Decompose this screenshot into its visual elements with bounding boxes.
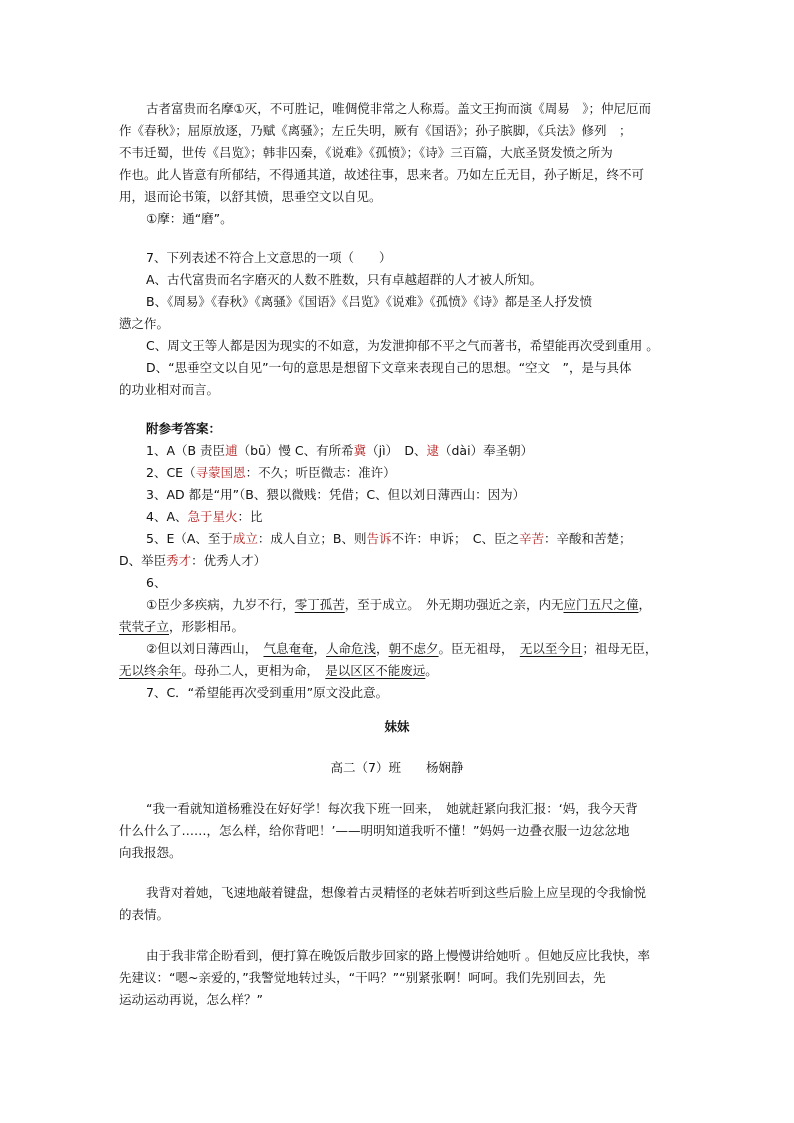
answer-5-text: ：辛酸和苦楚； <box>544 531 632 546</box>
answer-6-underlined-phrase: 朝不虑夕 <box>388 641 439 656</box>
answer-6-item-2-cont <box>119 660 679 682</box>
answer-5-text: 5、E（A、至于 <box>146 531 233 546</box>
essay-paragraph-3-line: 先建议：“嗯~亲爱的，”我警觉地转过头，“干吗？”“别紧张啊！呵呵。我们先别回去，先 <box>119 970 606 985</box>
answer-5-keyword: 秀才 <box>166 553 192 568</box>
answer-5-keyword: 辛苦 <box>519 531 545 546</box>
essay-paragraph-3-line: 运动运动再说，怎么样？” <box>119 992 263 1007</box>
answer-4-keyword: 急于星火 <box>187 509 238 524</box>
answer-5-text: ：成人自立；B、则 <box>257 531 367 546</box>
essay-byline: 高二（7）班 杨娴静 <box>330 760 464 775</box>
answer-6: 6、 <box>146 575 167 590</box>
option-b-cont: 懑之作。 <box>119 316 170 331</box>
essay-paragraph-2: 我背对着她，飞速地敲着键盘，想像着古灵精怪的老妹若听到这些后脸上应呈现的令我愉悦 <box>146 885 647 900</box>
answer-5 <box>146 528 706 550</box>
answer-6-underlined-phrase: 无以至今日 <box>519 641 583 656</box>
essay-title: 妹妹 <box>384 719 410 734</box>
answer-6-text: ， <box>376 641 389 656</box>
answer-6-text: ，形影相吊。 <box>169 619 245 634</box>
answer-6-underlined-phrase: 应门五尺之僮 <box>563 597 639 612</box>
option-b: B、《周易》《春秋》《离骚》《国语》《吕览》《说难》《孤愤》《诗》都是圣人抒发愤 <box>146 294 593 309</box>
answer-6-underlined-phrase: 零丁孤苦 <box>294 597 345 612</box>
answer-2-text: ：不久；听臣微志：准许） <box>245 465 396 480</box>
answer-6-item-2 <box>146 638 706 660</box>
passage-line-2: 作《春秋》；屈原放逐，乃赋《离骚》；左丘失明，厥有《国语》；孙子膑脚，《兵法》修列 ； <box>119 123 632 138</box>
essay-paragraph-1-line: 什么什么了……，怎么样，给你背吧！’——明明知道我听不懂！”妈妈一边叠衣服一边忿忿地 <box>119 823 630 838</box>
option-a: A、古代富贵而名字磨灭的人数不胜数，只有卓越超群的人才被人所知。 <box>146 272 543 287</box>
answer-6-text: ；祖母无臣， <box>582 641 658 656</box>
answer-6-text: 。 <box>425 663 438 678</box>
option-d: D、“思垂空文以自见”一句的意思是想留下文章来表现自己的思想。“空文 ”，是与具体 <box>146 360 632 375</box>
answer-2-keyword: 寻蒙国恩 <box>195 465 246 480</box>
answer-6-text: 。母孙二人，更相为命， <box>181 663 326 678</box>
answer-6-text: ， <box>638 597 652 612</box>
answer-1-text: 1、A（B 责臣 <box>146 443 226 458</box>
option-c: C、周文王等人都是因为现实的不如意，为发泄抑郁不平之气而著书，希望能再次受到重用 。 <box>146 338 659 353</box>
answer-6-item-1 <box>146 594 706 616</box>
essay-paragraph-1-line: 向我报怨。 <box>119 845 182 860</box>
answer-6-text: ，至于成立。 外无期功强近之亲，内无 <box>344 597 564 612</box>
answer-6-text: ②但以刘日薄西山， <box>146 641 264 656</box>
answer-1-text: （bū）慢 C、有所希 <box>237 443 354 458</box>
answer-1-keyword: 逋 <box>225 443 238 458</box>
answer-6-underlined-phrase: 无以终余年 <box>119 663 182 678</box>
passage-line-5: 用，退而论书策，以舒其愤，思垂空文以自见。 <box>119 189 382 204</box>
answer-2-text: 2、CE（ <box>146 465 196 480</box>
answer-5-text: ：优秀人才） <box>191 553 267 568</box>
answer-5-text: D、举臣 <box>119 553 167 568</box>
answer-1-text: （jì） D、 <box>366 443 427 458</box>
answer-6-underlined-phrase: 茕茕孑立 <box>119 619 170 634</box>
answer-6-underlined-phrase: 是以区区不能废远 <box>325 663 426 678</box>
essay-paragraph-3: 由于我非常企盼看到，便打算在晚饭后散步回家的路上慢慢讲给她听 。但她反应比我快，率 <box>146 948 650 963</box>
answer-6-text: ①臣少多疾病，九岁不行， <box>146 597 295 612</box>
answer-7: 7、C．“希望能再次受到重用”原文没此意。 <box>146 685 389 700</box>
answer-1-keyword: 逮 <box>426 443 439 458</box>
answer-4-text: 4、A、 <box>146 509 188 524</box>
answers-heading: 附参考答案： <box>146 421 222 436</box>
answer-5-keyword: 成立 <box>232 531 258 546</box>
answer-1-keyword: 冀 <box>353 443 367 458</box>
answer-6-text: ， <box>313 641 326 656</box>
answer-3: 3、AD 都是“用”（B、猥以微贱：凭借；C、但以刘日薄西山：因为） <box>146 487 526 502</box>
question-stem: 7、下列表述不符合上文意思的一项（ ） <box>146 250 392 265</box>
passage-note: ①摩：通“磨”。 <box>146 211 233 226</box>
answer-2 <box>146 462 706 484</box>
answer-6-underlined-phrase: 人命危浅 <box>326 641 377 656</box>
answer-6-item-1-cont <box>119 616 679 638</box>
passage-line-1: 古者富贵而名摩①灭，不可胜记，唯倜傥非常之人称焉。盖文王拘而演《周易 》；仲尼厄而 <box>146 101 651 116</box>
passage-line-3: 不韦迁蜀，世传《吕览》；韩非囚秦，《说难》《孤愤》；《诗》三百篇，大底圣贤发愤之所为 <box>119 145 613 160</box>
answer-1-text: （dài）奉圣朝） <box>439 443 534 458</box>
essay-paragraph-1: “我一看就知道杨雅没在好好学！每次我下班一回来， 她就赶紧向我汇报：‘妈，我今天背 <box>146 801 638 816</box>
answer-5-keyword: 告诉 <box>366 531 392 546</box>
answer-6-underlined-phrase: 气息奄奄 <box>263 641 314 656</box>
answer-5-cont <box>119 550 679 572</box>
answer-5-text: 不许：申诉； C、臣之 <box>391 531 519 546</box>
passage-line-4: 作也。此人皆意有所郁结，不得通其道，故述往事，思来者。乃如左丘无目，孙子断足，终不可 <box>119 167 645 182</box>
essay-paragraph-2-line: 的表情。 <box>119 907 170 922</box>
answer-6-text: 。臣无祖母， <box>438 641 520 656</box>
answer-4 <box>146 506 706 528</box>
answer-4-text: ：比 <box>237 509 263 524</box>
answer-1 <box>146 440 706 462</box>
option-d-cont: 的功业相对而言。 <box>119 382 220 397</box>
